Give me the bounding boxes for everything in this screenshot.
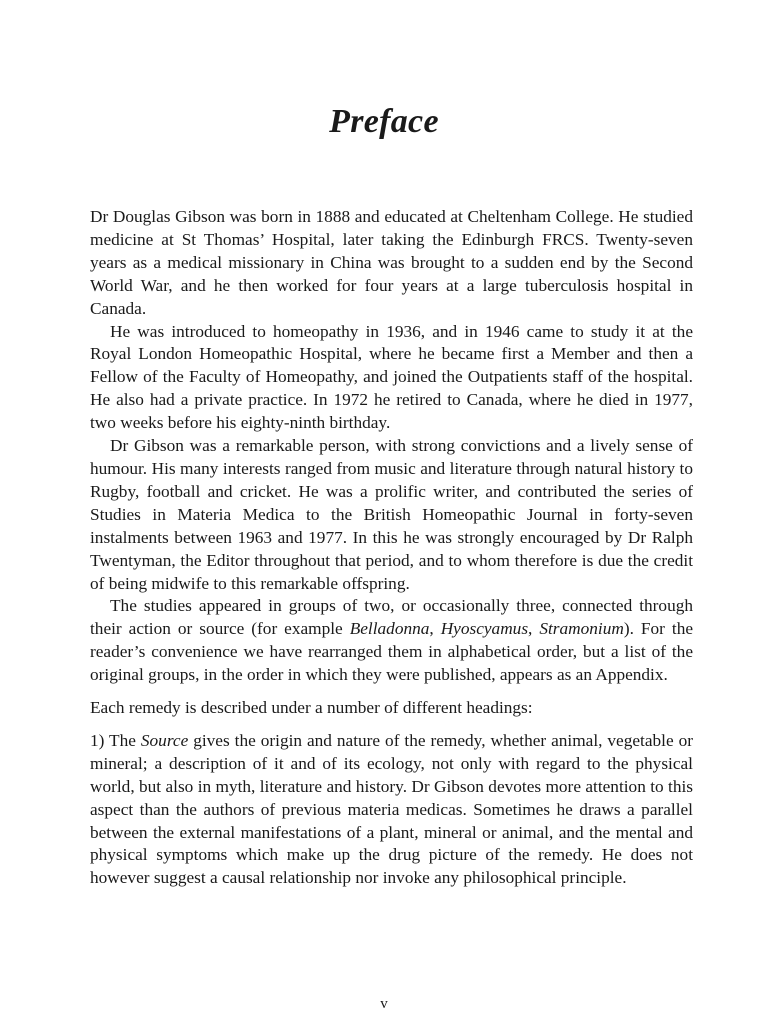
- italic-heading-term: Source: [140, 730, 189, 750]
- text-span: 1) The: [90, 730, 141, 750]
- text-span: ,: [528, 619, 540, 639]
- text-span: Each remedy is described under a number of different headings:: [90, 698, 533, 718]
- paragraph-interests: [90, 435, 693, 595]
- italic-remedy-name: Belladonna: [349, 619, 430, 639]
- paragraph-headings-intro: [90, 697, 693, 720]
- text-span: The studies appeared in groups of two, or occasionally three, connected through their action or source (for example: [90, 596, 693, 639]
- paragraph-homeopathy: [90, 321, 693, 436]
- page-number: v: [380, 996, 388, 1012]
- text-span: Dr Gibson was a remarkable person, with strong convictions and a lively sense of humour. His many interests ranged from music and literature through natural history to Rugby, football and cricket. He was a prolific writer, and contributed the series of Studies in Materia Medica to the British Homeopathic Journal in forty-seven instalments between 1963 and 1977. In this he was strongly encouraged by Dr Ralph Twentyman, the Editor throughout that period, and to whom therefore is due the credit of being midwife to this remarkable offspring.: [90, 436, 693, 593]
- paragraph-biography: [90, 206, 693, 321]
- text-span: He was introduced to homeopathy in 1936, and in 1946 came to study it at the Royal London Homeopathic Hospital, where he became first a Member and then a Fellow of the Faculty of Homeopathy, and joined the Outpatients staff of the hospital. He also had a private practice. In 1972 he retired to Canada, where he died in 1977, two weeks before his eighty-ninth birthday.: [90, 321, 693, 433]
- text-span: gives the origin and nature of the remedy, whether animal, vegetable or mineral; a description of it and of its ecology, not only with regard to the physical world, but also in myth, literature and history. Dr Gibson devotes more attention to this aspect than the authors of previous materia medicas. Sometimes he draws a parallel between the external manifestations of a plant, mineral or animal, and the mental and physical symptoms which make up the drug picture of the remedy. He does not however suggest a causal relationship nor invoke any philosophical principle.: [90, 730, 693, 888]
- text-span: ,: [429, 619, 441, 639]
- italic-remedy-name: Stramonium: [539, 619, 624, 639]
- text-span: ). For the reader’s convenience we have rearranged them in alphabetical order, but a list of the original groups, in the order in which they were published, appears as an Appendix.: [90, 619, 694, 685]
- page-title: Preface: [329, 103, 439, 140]
- preface-body: [90, 206, 693, 890]
- paragraph-studies: [90, 595, 693, 687]
- paragraph-source-heading: [90, 730, 693, 890]
- italic-remedy-name: Hyoscyamus: [440, 619, 529, 639]
- text-span: Dr Douglas Gibson was born in 1888 and educated at Cheltenham College. He studied medicine at St Thomas’ Hospital, later taking the Edinburgh FRCS. Twenty-seven years as a medical missionary in China was brought to a sudden end by the Second World War, and he then worked for four years at a large tuberculosis hospital in Canada.: [90, 207, 693, 318]
